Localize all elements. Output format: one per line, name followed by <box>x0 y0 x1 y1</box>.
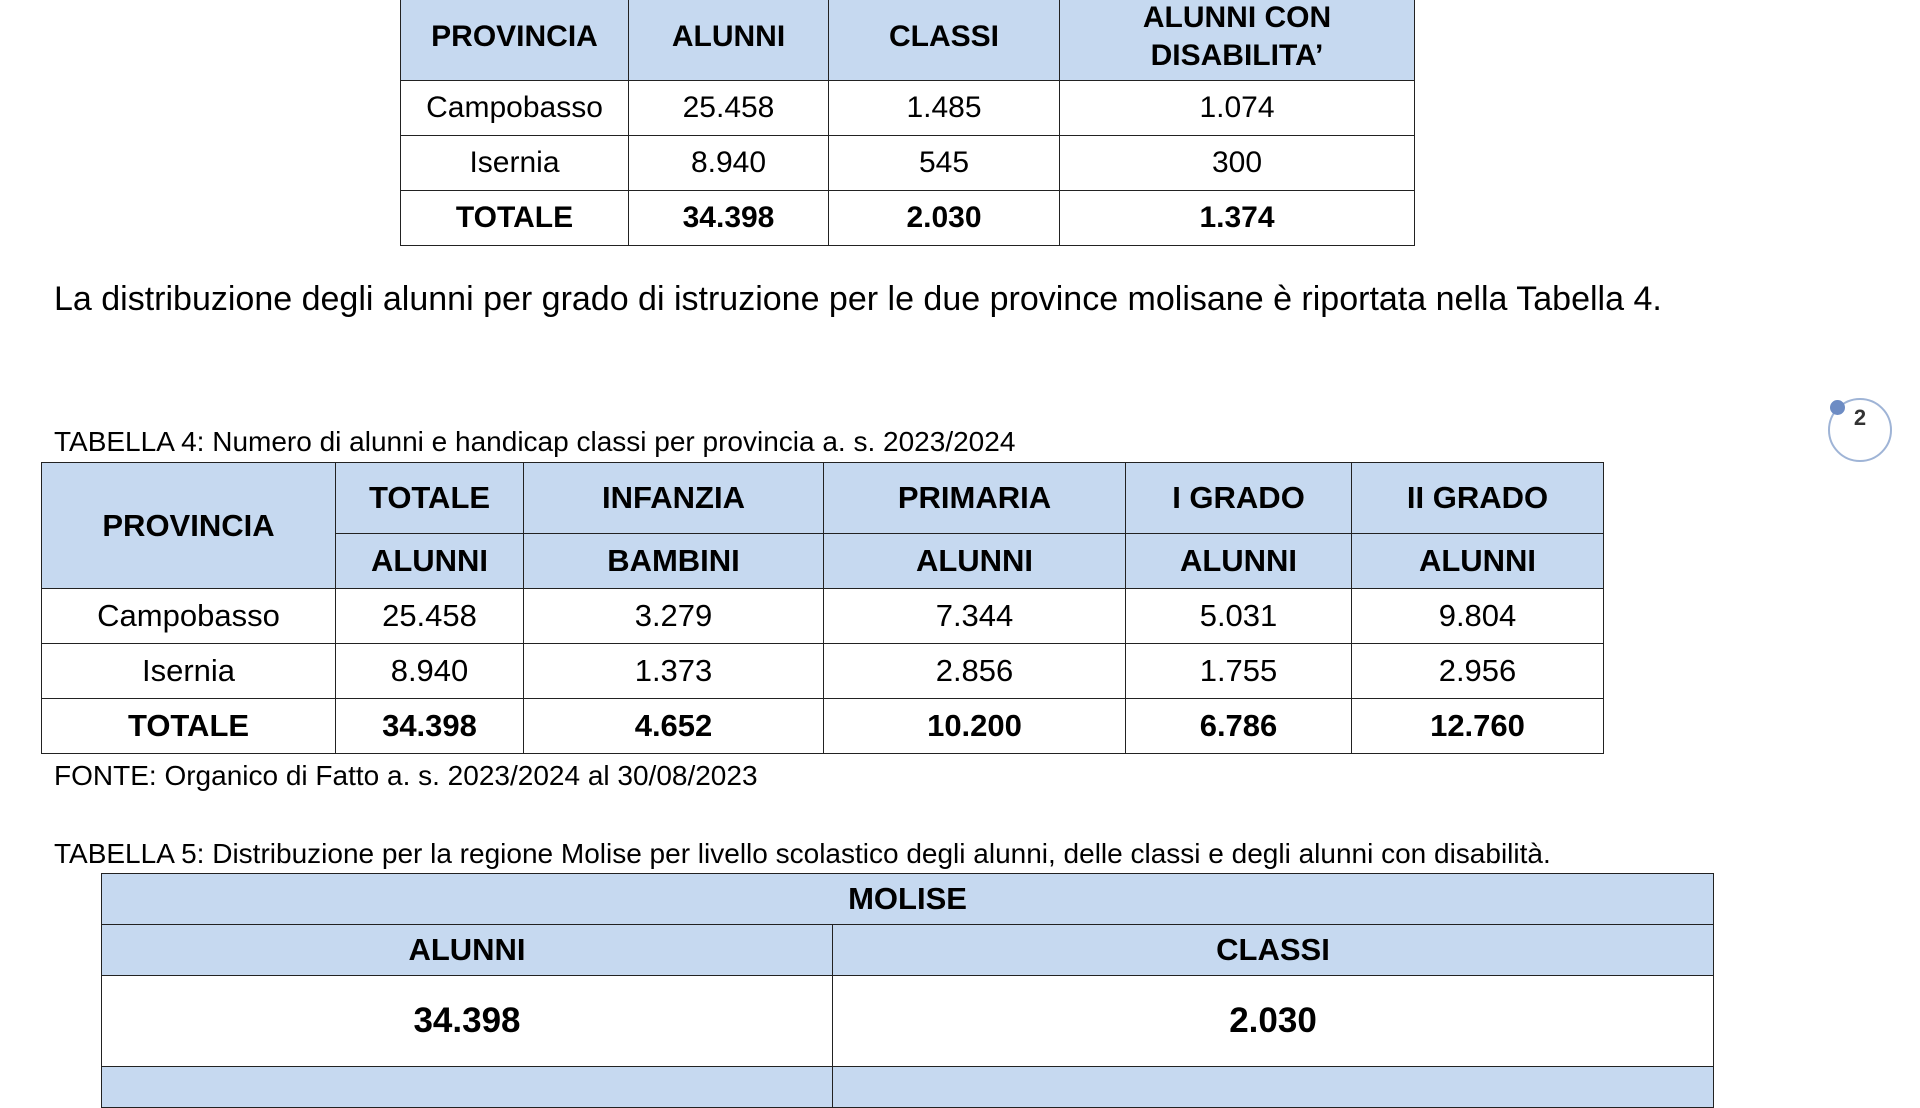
header-provincia: PROVINCIA <box>401 0 629 81</box>
cell: 1.755 <box>1126 644 1352 699</box>
table-total-row <box>401 191 1415 246</box>
table5-caption: TABELLA 5: Distribuzione per la regione Molise per livello scolastico degli alunni, delle classi e degli alunni con disabilità. <box>54 838 1551 869</box>
cell: 8.940 <box>629 136 829 191</box>
total-cell: 10.200 <box>824 699 1126 754</box>
table-header-row <box>401 0 1415 81</box>
value-alunni: 34.398 <box>102 976 833 1067</box>
header-classi: CLASSI <box>833 925 1714 976</box>
cell: 2.856 <box>824 644 1126 699</box>
header-classi: CLASSI <box>829 0 1060 81</box>
provinces-summary-table <box>400 0 1415 246</box>
cell: 545 <box>829 136 1060 191</box>
cell: 25.458 <box>629 81 829 136</box>
molise-summary-table <box>101 873 1714 1108</box>
cell: 5.031 <box>1126 589 1352 644</box>
subheader-alunni: ALUNNI <box>336 534 524 589</box>
cell: Campobasso <box>42 589 336 644</box>
total-cell: 34.398 <box>629 191 829 246</box>
subheader-alunni: ALUNNI <box>1352 534 1604 589</box>
cell: 8.940 <box>336 644 524 699</box>
table4-caption: TABELLA 4: Numero di alunni e handicap classi per provincia a. s. 2023/2024 <box>54 426 1016 457</box>
cell: Isernia <box>401 136 629 191</box>
header-region: MOLISE <box>102 874 1714 925</box>
page-indicator-dot-icon <box>1830 400 1845 415</box>
cell: 2.956 <box>1352 644 1604 699</box>
value-classi: 2.030 <box>833 976 1714 1067</box>
total-cell: 12.760 <box>1352 699 1604 754</box>
table-row <box>401 136 1415 191</box>
total-cell: 1.374 <box>1060 191 1415 246</box>
total-label: TOTALE <box>401 191 629 246</box>
table-row-partial <box>102 1067 1714 1108</box>
total-cell: 2.030 <box>829 191 1060 246</box>
header-primaria: PRIMARIA <box>824 463 1126 534</box>
source-note: FONTE: Organico di Fatto a. s. 2023/2024 al 30/08/2023 <box>54 760 758 791</box>
header-alunni-disabilita: ALUNNI CON DISABILITA’ <box>1060 0 1415 81</box>
table-header-row <box>42 463 1604 534</box>
cut-off-cell <box>102 1067 833 1108</box>
table-row <box>102 976 1714 1067</box>
table-header-row <box>102 874 1714 925</box>
cell: 1.074 <box>1060 81 1415 136</box>
students-by-level-table <box>41 462 1604 754</box>
body-paragraph: La distribuzione degli alunni per grado di istruzione per le due province molisane è riportata nella Tabella 4. <box>54 280 1662 318</box>
cell: 1.373 <box>524 644 824 699</box>
subheader-bambini: BAMBINI <box>524 534 824 589</box>
table-subheader-row <box>102 925 1714 976</box>
total-cell: 34.398 <box>336 699 524 754</box>
cell: 9.804 <box>1352 589 1604 644</box>
header-totale: TOTALE <box>336 463 524 534</box>
cell: 3.279 <box>524 589 824 644</box>
header-alunni: ALUNNI <box>629 0 829 81</box>
table-total-row <box>42 699 1604 754</box>
header-ii-grado: II GRADO <box>1352 463 1604 534</box>
subheader-alunni: ALUNNI <box>1126 534 1352 589</box>
cell: 25.458 <box>336 589 524 644</box>
cell: 1.485 <box>829 81 1060 136</box>
header-infanzia: INFANZIA <box>524 463 824 534</box>
total-cell: 4.652 <box>524 699 824 754</box>
header-i-grado: I GRADO <box>1126 463 1352 534</box>
table-row <box>401 81 1415 136</box>
page-number-badge[interactable]: 2 <box>1828 398 1892 462</box>
header-alunni: ALUNNI <box>102 925 833 976</box>
subheader-alunni: ALUNNI <box>824 534 1126 589</box>
cell: Campobasso <box>401 81 629 136</box>
cell: 300 <box>1060 136 1415 191</box>
table-row <box>42 644 1604 699</box>
header-provincia: PROVINCIA <box>42 463 336 589</box>
cell: Isernia <box>42 644 336 699</box>
cell: 7.344 <box>824 589 1126 644</box>
cut-off-cell <box>833 1067 1714 1108</box>
table-row <box>42 589 1604 644</box>
total-label: TOTALE <box>42 699 336 754</box>
total-cell: 6.786 <box>1126 699 1352 754</box>
